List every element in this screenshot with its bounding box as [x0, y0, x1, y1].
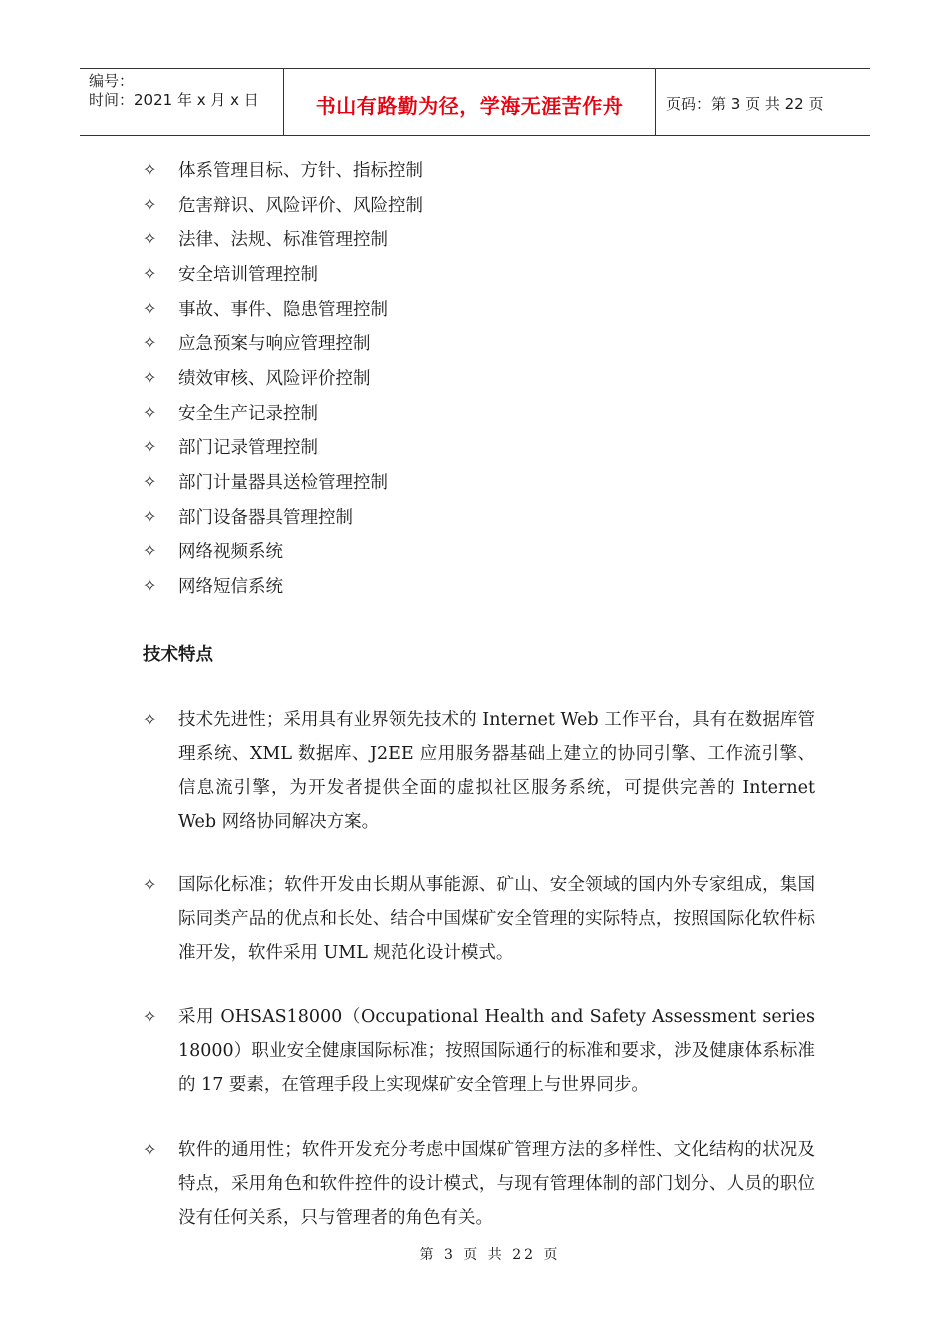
feature-list: [143, 152, 813, 603]
list-item: [143, 152, 813, 187]
list-item: [143, 187, 813, 222]
header-meta: [80, 69, 283, 135]
list-item-text: 部门计量器具送检管理控制: [178, 473, 388, 494]
list-item-text: 应急预案与响应管理控制: [178, 334, 371, 355]
diamond-bullet-icon: ✧: [143, 229, 157, 249]
paragraph-item: [143, 1133, 815, 1235]
list-item: [143, 464, 813, 499]
list-item-text: 安全培训管理控制: [178, 264, 318, 285]
diamond-bullet-icon: ✧: [143, 159, 157, 179]
list-item: [143, 534, 813, 569]
diamond-bullet-icon: ✧: [143, 1007, 157, 1026]
paragraph-item: [143, 868, 815, 970]
document-date: 时间：2021 年 x 月 x 日: [89, 91, 259, 109]
paragraph-item: [143, 1000, 815, 1102]
diamond-bullet-icon: ✧: [143, 402, 157, 422]
diamond-bullet-icon: ✧: [143, 437, 157, 457]
list-item: [143, 499, 813, 534]
diamond-bullet-icon: ✧: [143, 1140, 157, 1159]
page-footer: 第 3 页 共 22 页: [419, 1247, 561, 1263]
list-item: [143, 395, 813, 430]
list-item-text: 部门设备器具管理控制: [178, 507, 353, 528]
diamond-bullet-icon: ✧: [143, 298, 157, 318]
diamond-bullet-icon: ✧: [143, 875, 157, 894]
list-item-text: 网络短信系统: [178, 577, 283, 598]
paragraph-text: 技术先进性；采用具有业界领先技术的 Internet Web 工作平台，具有在数据库管理系统、XML 数据库、J2EE 应用服务器基础上建立的协同引擎、工作流引擎、信息流引擎，为开发者提供全面的虚拟社区服务系统，可提供完善的 Internet Web 网络协同解决方案。: [178, 710, 815, 832]
diamond-bullet-icon: ✧: [143, 506, 157, 526]
section-heading: 技术特点: [143, 645, 213, 665]
paragraph-text: 采用 OHSAS18000（Occupational Health and Safety Assessment series 18000）职业安全健康国际标准；按照国际通行的标准和要求，涉及健康体系标准的 17 要素，在管理手段上实现煤矿安全管理上与世界同步。: [178, 1007, 815, 1095]
list-item: [143, 568, 813, 603]
diamond-bullet-icon: ✧: [143, 263, 157, 283]
list-item: [143, 360, 813, 395]
list-item-text: 法律、法规、标准管理控制: [178, 230, 388, 251]
list-item: [143, 256, 813, 291]
header-motto-cell: [283, 69, 656, 135]
diamond-bullet-icon: ✧: [143, 541, 157, 561]
list-item-text: 安全生产记录控制: [178, 403, 318, 424]
page-header: [80, 68, 870, 136]
diamond-bullet-icon: ✧: [143, 194, 157, 214]
header-page-info: 页码：第 3 页 共 22 页: [666, 95, 824, 113]
diamond-bullet-icon: ✧: [143, 333, 157, 353]
list-item-text: 绩效审核、风险评价控制: [178, 368, 371, 389]
paragraph-text: 国际化标准；软件开发由长期从事能源、矿山、安全领域的国内外专家组成，集国际同类产品的优点和长处、结合中国煤矿安全管理的实际特点，按照国际化软件标准开发，软件采用 UML 规范化设计模式。: [178, 875, 815, 963]
paragraph-item: [143, 703, 815, 839]
list-item-text: 危害辩识、风险评价、风险控制: [178, 195, 423, 216]
list-item: [143, 325, 813, 360]
list-item-text: 部门记录管理控制: [178, 438, 318, 459]
list-item: [143, 221, 813, 256]
diamond-bullet-icon: ✧: [143, 472, 157, 492]
list-item-text: 体系管理目标、方针、指标控制: [178, 160, 423, 181]
paragraph-text: 软件的通用性；软件开发充分考虑中国煤矿管理方法的多样性、文化结构的状况及特点，采用角色和软件控件的设计模式，与现有管理体制的部门划分、人员的职位没有任何关系，只与管理者的角色有关。: [178, 1140, 815, 1228]
list-item-text: 网络视频系统: [178, 542, 283, 563]
list-item-text: 事故、事件、隐患管理控制: [178, 299, 388, 320]
header-motto: 书山有路勤为径，学海无涯苦作舟: [315, 93, 624, 118]
list-item: [143, 291, 813, 326]
document-number-label: 编号：: [89, 72, 135, 90]
diamond-bullet-icon: ✧: [143, 576, 157, 596]
list-item: [143, 430, 813, 465]
diamond-bullet-icon: ✧: [143, 367, 157, 387]
diamond-bullet-icon: ✧: [143, 710, 157, 729]
